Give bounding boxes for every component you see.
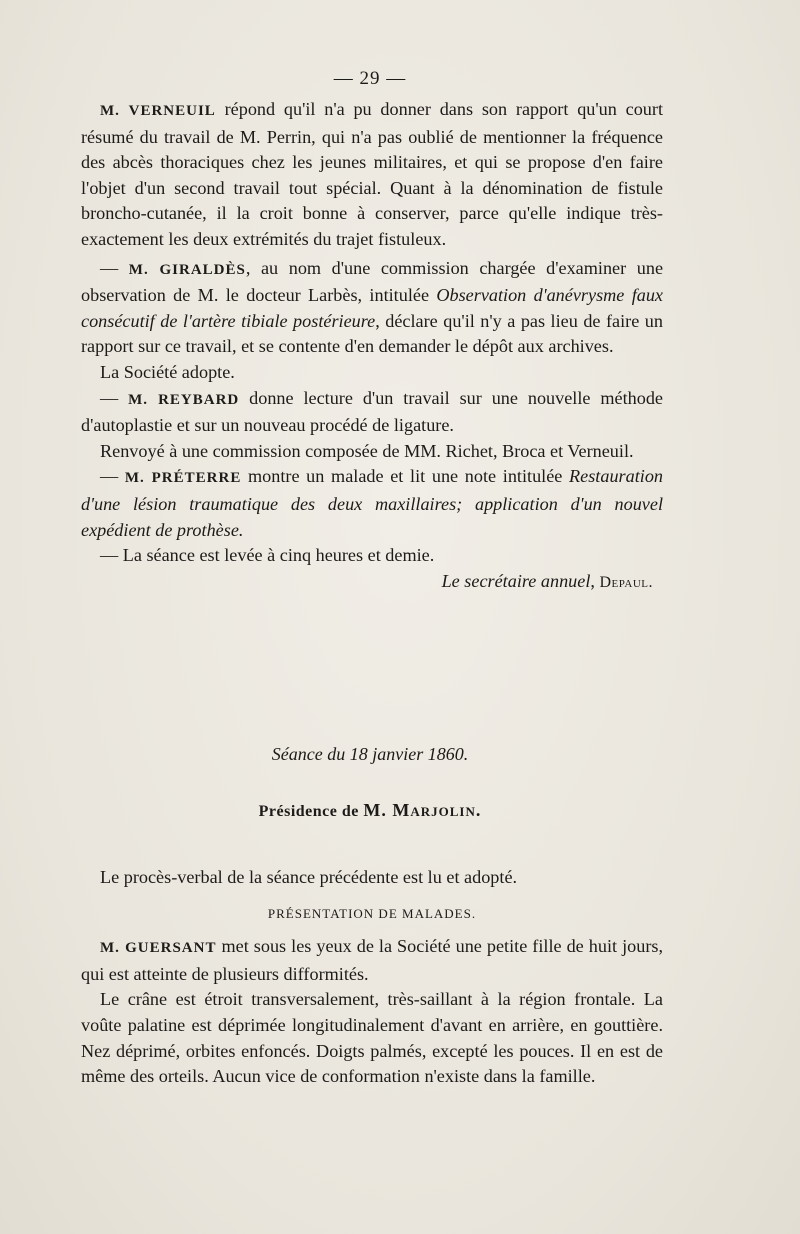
work-title: Observation d'anévrysme faux consécutif de l'artère tibiale postérieure [81, 285, 664, 331]
work-title: Restauration d'une lésion traumatique des deux maxillaires; application d'un nouvel expédient de prothèse. [81, 466, 664, 540]
presidency-label: Présidence de [258, 803, 364, 820]
paragraph-text: montre un malade et lit une note intitulée [241, 466, 570, 487]
president-name: M. Marjolin. [363, 800, 482, 820]
paragraph-closing: — La séance est levée à cinq heures et demie. [100, 545, 435, 566]
paragraph-preterre [81, 464, 663, 543]
session-date: Séance du 18 janvier 1860. [271, 744, 469, 764]
speaker-name: M. PRÉTERRE [124, 470, 242, 487]
paragraph-text: , déclare qu'il n'y a pas lieu de faire un rapport sur ce travail, et se contente d'en demander le dépôt aux archives. [81, 310, 663, 357]
speaker-name: M. REYBARD [128, 391, 240, 408]
paragraph-text: , au nom d'une commission chargée d'examiner une observation de M. le docteur Larbès, intitulée [81, 257, 664, 306]
paragraph-guersant [81, 934, 663, 987]
signature-separator: , [590, 570, 600, 591]
dash: — [100, 466, 125, 487]
signature-role: Le secrétaire annuel [441, 570, 591, 591]
session-text [81, 865, 663, 1090]
dash: — [100, 257, 129, 278]
section-heading: PRÉSENTATION DE MALADES. [267, 905, 477, 921]
paragraph-commission: Renvoyé à une commission composée de MM. Richet, Broca et Verneuil. [100, 440, 634, 461]
signature [81, 569, 663, 596]
paragraph-description: Le crâne est étroit transversalement, très-saillant à la région frontale. La voûte palatine est déprimée longitudinalement d'avant en arrière, en gouttière. Nez déprimé, orbites enfoncés. Doigts palmés, excepté les pouces. Il en est de même des orteils. Aucun vice de conformation n'existe dans la famille. [81, 989, 663, 1087]
paragraph-adoption: La Société adopte. [100, 361, 235, 382]
signature-name: Depaul. [599, 573, 653, 591]
presidency-line [0, 800, 740, 821]
paragraph-text: met sous les yeux de la Société une petite fille de huit jours, qui est atteinte de plusieurs difformités. [81, 936, 663, 984]
paragraph-verneuil [81, 97, 663, 253]
paragraph-giraldes [81, 256, 663, 360]
paragraph-minutes: Le procès-verbal de la séance précédente est lu et adopté. [100, 867, 518, 887]
speaker-name: M. VERNEUIL [100, 103, 216, 119]
dash: — [100, 387, 129, 408]
speaker-name: M. GIRALDÈS [128, 261, 246, 278]
paragraph-text: donne lecture d'un travail sur une nouvelle méthode d'autoplastie et sur un nouveau procédé de ligature. [81, 387, 663, 436]
paragraph-reybard [81, 386, 663, 439]
speaker-name: M. GUERSANT [100, 940, 217, 957]
paragraph-text: répond qu'il n'a pu donner dans son rapport qu'un court résumé du travail de M. Perrin, qui n'a pas oublié de mentionner la fréquence des abcès thoraciques chez les jeunes militaires, et qui se propose d'en faire l'objet d'un second travail tout spécial. Quant à la dénomination de fistule broncho-cutanée, il la croit bonne à conserver, parce qu'elle indique très-exactement les deux extrémités du trajet fistuleux. [81, 99, 663, 249]
page-number: — 29 — [333, 68, 407, 89]
proceedings-text [81, 97, 663, 595]
